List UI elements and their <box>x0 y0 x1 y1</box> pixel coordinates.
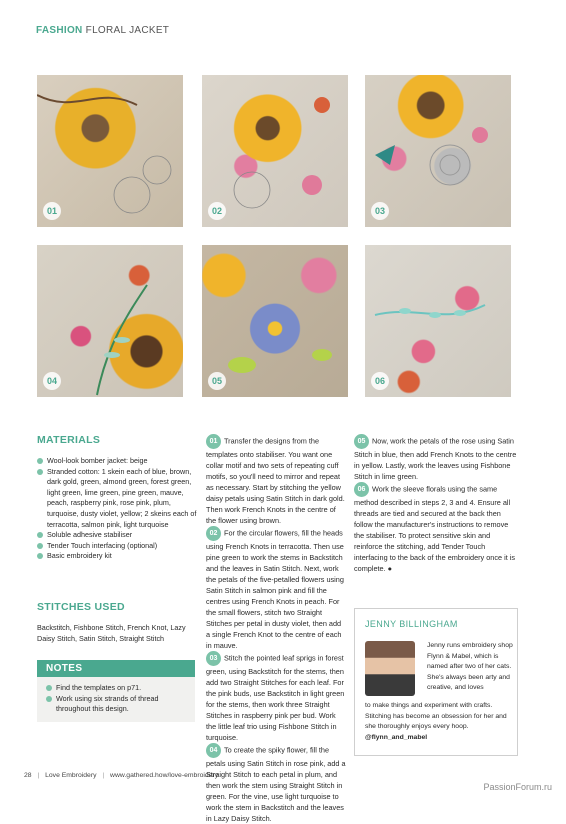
end-mark-icon: ● <box>387 564 393 573</box>
embroidery-illustration <box>202 75 348 227</box>
author-bio: Jenny runs embroidery shop Flynn & Mabel, which is named after two of her cats. She's always been arty and creative, and loves <box>427 642 513 691</box>
step-badge: 06 <box>354 482 369 497</box>
materials-heading: MATERIALS <box>37 434 101 446</box>
step-photo-02 <box>202 75 348 227</box>
embroidery-illustration <box>365 245 511 397</box>
magazine-name: Love Embroidery <box>45 772 97 779</box>
section-label: FASHION <box>36 25 83 36</box>
page-header <box>36 25 169 36</box>
step-photo-04 <box>37 245 183 397</box>
website-link[interactable]: www.gathered.how/love-embroidery <box>110 772 219 779</box>
step-text: Stitch the pointed leaf sprigs in forest green, using Backstitch for the stems, then add two Straight Stitches for each leaf. For the pink buds, use Backstitch in light green for the stems, then work three Straight Stitches in raspberry pink per bud. Work the little leaf trio using Fishbone Stitch in turquoise. <box>206 653 345 742</box>
list-item: Stranded cotton: 1 skein each of blue, brown, dark gold, green, almond green, forest green, light green, lime green, pine green, mauve, peach, raspberry pink, rose pink, plum, turquoise, dusty violet, yellow; 2 skeins each of terracotta, salmon pink, light turquoise <box>37 467 197 531</box>
avatar <box>365 641 415 696</box>
author-name: JENNY BILLINGHAM <box>365 619 458 629</box>
instructions-column-1 <box>206 434 346 824</box>
stitches-text: Backstitch, Fishbone Stitch, French Knot, Lazy Daisy Stitch, Satin Stitch, Straight Stitch <box>37 623 186 643</box>
author-bio-text: to make things and experiment with crafts. Stitching has become an obsession for her and she thoroughly enjoys every hoop. <box>365 702 507 730</box>
embroidery-illustration <box>365 75 511 227</box>
photo-number: 06 <box>371 372 389 390</box>
photo-number: 04 <box>43 372 61 390</box>
step-badge: 02 <box>206 526 221 541</box>
step-badge: 01 <box>206 434 221 449</box>
list-item: Work using six strands of thread throughout this design. <box>46 694 191 715</box>
step-badge: 03 <box>206 651 221 666</box>
notes-list <box>46 683 191 715</box>
step-badge: 05 <box>354 434 369 449</box>
embroidery-illustration <box>37 75 183 227</box>
photo-number: 05 <box>208 372 226 390</box>
photo-number: 03 <box>371 202 389 220</box>
step-photo-03 <box>365 75 511 227</box>
stitches-heading: STITCHES USED <box>37 601 125 613</box>
notes-heading: NOTES <box>37 660 195 677</box>
topic-label: FLORAL JACKET <box>85 25 170 36</box>
instructions-column-2 <box>354 434 518 574</box>
step-text: Work the sleeve florals using the same method described in steps 2, 3 and 4. Ensure all threads are tied and secured at the back then follow the manufacturer's instructions to remove the stabiliser. To protect sensitive skin and reinforce the stitching, add Tender Touch interfacing to the back of the embroidery once it is complete. <box>354 484 516 573</box>
step-text: Now, work the petals of the rose using Satin Stitch in blue, then add French Knots to the centre in yellow. Lastly, work the leaves using Fishbone Stitch in lime green. <box>354 436 517 481</box>
step-photo-05 <box>202 245 348 397</box>
embroidery-illustration <box>37 245 183 397</box>
photo-number: 01 <box>43 202 61 220</box>
list-item: Wool-look bomber jacket: beige <box>37 456 197 467</box>
step-text: To create the spiky flower, fill the petals using Satin Stitch in rose pink, add a Straight Stitch to each petal in plum, and then work the stem using Straight Stitch in green. For the vine, use light turquoise to work the stem in Backstitch and the leaves in Lazy Daisy Stitch. <box>206 745 346 823</box>
author-box <box>354 608 518 756</box>
watermark: PassionForum.ru <box>483 782 552 792</box>
notes-box <box>37 660 195 722</box>
list-item: Tender Touch interfacing (optional) <box>37 541 197 552</box>
page-number: 28 <box>24 772 32 779</box>
step-photo-06 <box>365 245 511 397</box>
author-bio-continued <box>365 701 513 743</box>
step-text: For the circular flowers, fill the heads using French Knots in terracotta. Then use pine green to work the stems in Backstitch and the leaves in Satin Stitch. Next, work the petals of the five-petalled flowers using Satin Stitch in salmon pink and fill the centres using French Knots in peach. For the small flowers, stitch two Straight Stitches per petal in dusty violet, then add a single French Knot to the centre of each in mauve. <box>206 528 344 650</box>
materials-list <box>37 456 197 562</box>
list-item: Find the templates on p71. <box>46 683 191 694</box>
page-footer: 28 | Love Embroidery | www.gathered.how/love-embroidery <box>24 772 219 779</box>
step-text: Transfer the designs from the templates onto stabiliser. You want one collar motif and two sets of repeating cuff motifs, so you'll need to mirror and repeat as necessary. Start by stitching the yellow daisy petals using Satin Stitch in dark gold. Then work French Knots in the centre of the flower using brown. <box>206 436 345 525</box>
step-badge: 04 <box>206 743 221 758</box>
embroidery-illustration <box>202 245 348 397</box>
photo-number: 02 <box>208 202 226 220</box>
list-item: Basic embroidery kit <box>37 551 197 562</box>
author-handle: @flynn_and_mabel <box>365 733 428 741</box>
step-photo-01 <box>37 75 183 227</box>
list-item: Soluble adhesive stabiliser <box>37 530 197 541</box>
